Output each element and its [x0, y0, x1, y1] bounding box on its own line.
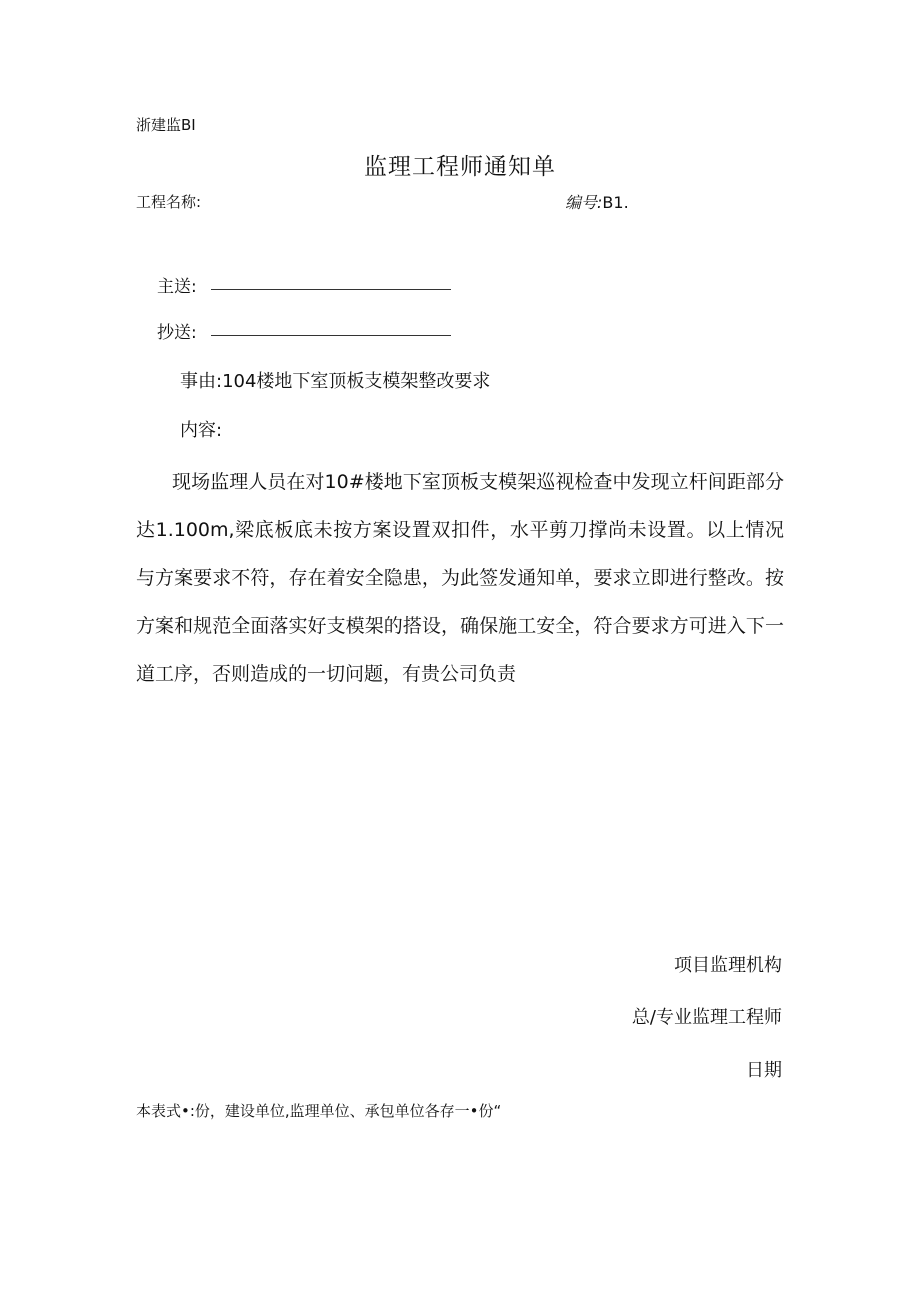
signature-date: 日期 [746, 1060, 782, 1081]
cc-row [157, 318, 451, 343]
subject-value: 104楼地下室顶板支模架整改要求 [222, 371, 491, 392]
document-title: 监理工程师通知单 [364, 154, 556, 180]
cc-label: 抄送: [157, 323, 197, 343]
number-value: B1. [602, 193, 629, 212]
project-name-label: 工程名称: [136, 193, 202, 211]
signature-org: 项目监理机构 [674, 955, 782, 976]
number-label: 编号: [565, 193, 603, 212]
subject-label: 事由: [180, 371, 223, 392]
to-label: 主送: [157, 277, 197, 297]
content-body-text: 现场监理人员在对10#楼地下室顶板支模架巡视检查中发现立杆间距部分达1.100m,梁底板底未按方案设置双扣件，水平剪刀撑尚未设置。以上情况与方案要求不符，存在着安全隐患，为此签发通知单，要求立即进行整改。按方案和规范全面落实好支模架的搭设，确保施工安全，符合要求方可进入下一道工序，否则造成的一切问题，有贵公司负责 [136, 471, 784, 685]
content-body-paragraph [136, 458, 784, 698]
footnote: 本表式•:份，建设单位,监理单位、承包单位各存一•份“ [136, 1102, 502, 1120]
subject-row [180, 367, 490, 393]
document-number [565, 190, 629, 213]
to-blank-line[interactable] [211, 288, 451, 290]
signature-engineer: 总/专业监理工程师 [631, 1007, 782, 1028]
to-row [157, 272, 451, 297]
cc-blank-line[interactable] [211, 334, 451, 336]
content-label: 内容: [180, 420, 223, 441]
form-code: 浙建监BI [136, 116, 196, 134]
